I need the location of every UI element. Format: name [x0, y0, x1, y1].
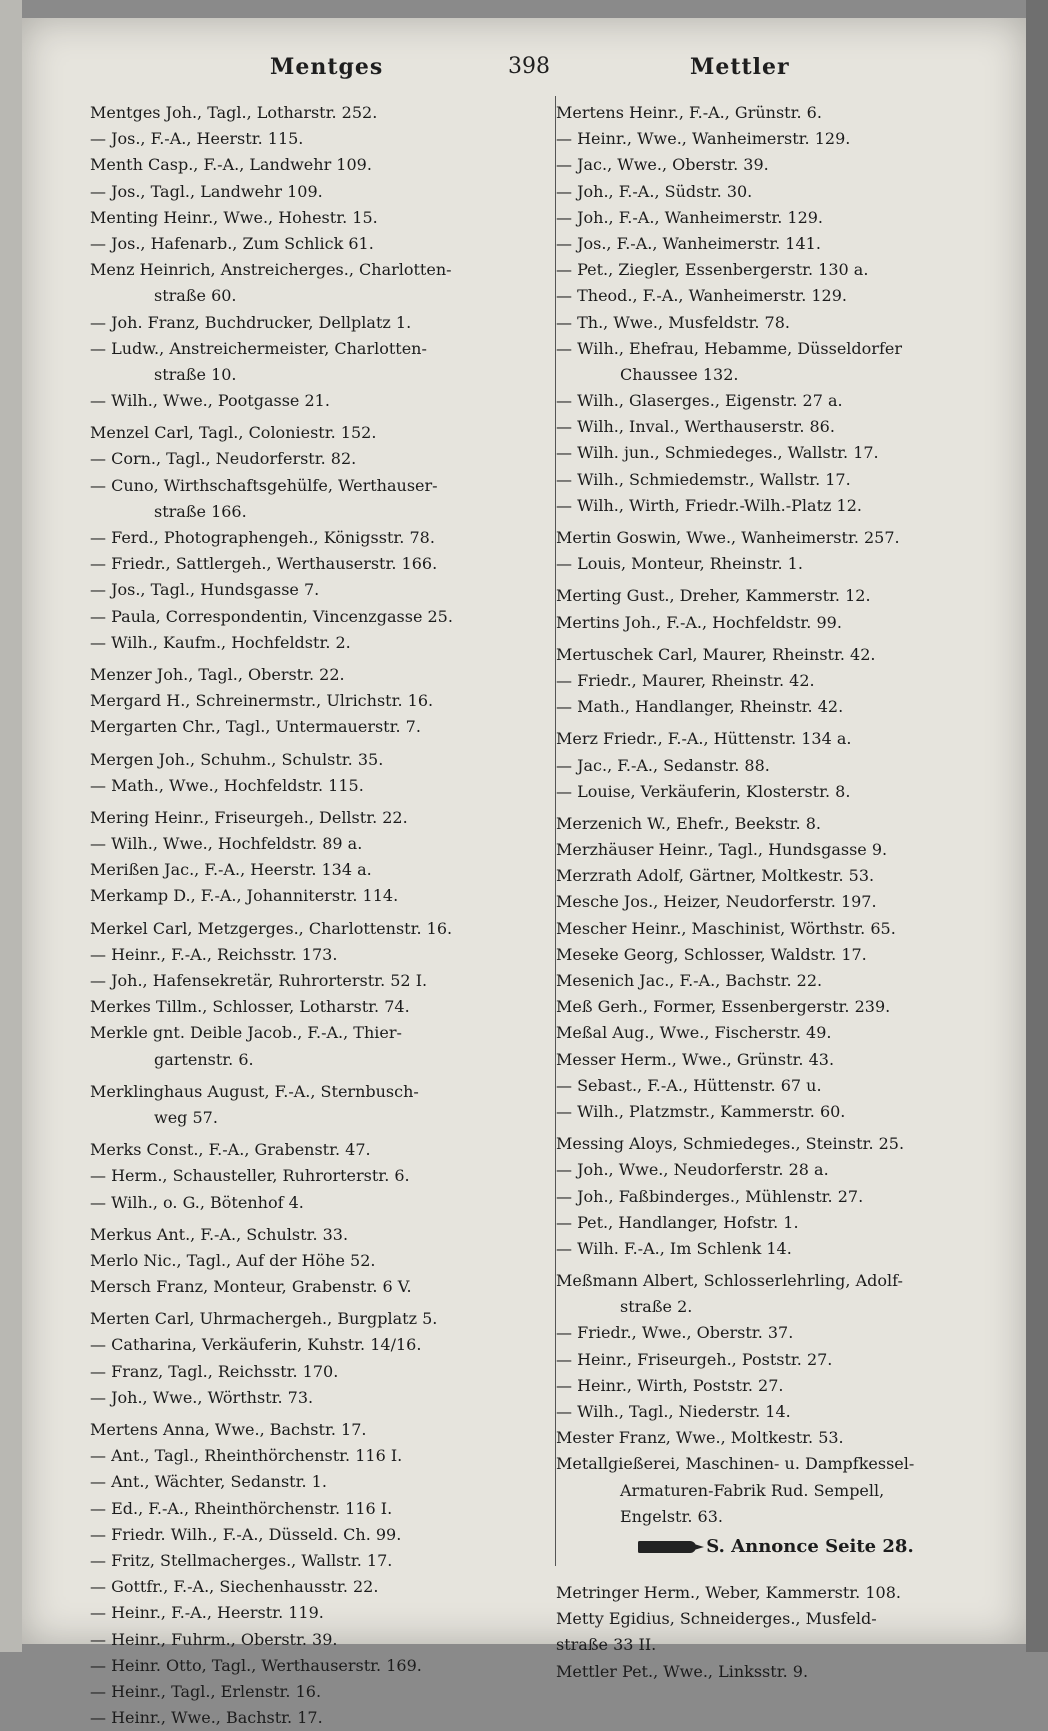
directory-entry: Merzhäuser Heinr., Tagl., Hundsgasse 9. [556, 840, 888, 860]
pointing-hand-icon [638, 1541, 696, 1553]
directory-entry: Mersch Franz, Monteur, Grabenstr. 6 V. [90, 1277, 412, 1297]
directory-entry: — Joh., F.-A., Wanheimerstr. 129. [556, 207, 824, 227]
directory-entry: Merten Carl, Uhrmachergeh., Burgplatz 5. [90, 1309, 438, 1329]
entry-continuation: Engelstr. 63. [620, 1506, 723, 1526]
directory-entry: — Jac., F.-A., Sedanstr. 88. [556, 755, 770, 775]
directory-entry: — Jos., Tagl., Landwehr 109. [90, 181, 323, 201]
entry-continuation: Armaturen-Fabrik Rud. Sempell, [620, 1480, 885, 1500]
directory-entry: — Ed., F.-A., Rheinthörchenstr. 116 I. [90, 1498, 393, 1518]
directory-entry: Messing Aloys, Schmiedeges., Steinstr. 25. [556, 1134, 905, 1154]
annonce-note [556, 1530, 996, 1574]
directory-entry: — Ferd., Photographengeh., Königsstr. 78. [90, 528, 435, 547]
directory-entry: Metringer Herm., Weber, Kammerstr. 108. [556, 1582, 901, 1602]
directory-entry: — Herm., Schausteller, Ruhrorterstr. 6. [90, 1166, 410, 1186]
directory-entry: — Joh., F.-A., Südstr. 30. [556, 181, 753, 201]
directory-entry: Menz Heinrich, Anstreicherges., Charlotten- [90, 260, 452, 280]
entry-continuation: Chaussee 132. [620, 364, 739, 384]
directory-entry: Merlo Nic., Tagl., Auf der Höhe 52. [90, 1250, 376, 1270]
directory-entry: — Ant., Wächter, Sedanstr. 1. [90, 1472, 327, 1492]
left-column [90, 100, 530, 1731]
directory-entry: — Heinr., F.-A., Heerstr. 119. [90, 1603, 324, 1623]
directory-entry: — Wilh., Wirth, Friedr.-Wilh.-Platz 12. [556, 495, 862, 515]
directory-entry: Mergard H., Schreinermstr., Ulrichstr. 16. [90, 691, 434, 711]
directory-entry: Mescher Heinr., Maschinist, Wörthstr. 65. [556, 918, 896, 938]
directory-entry: — Friedr., Maurer, Rheinstr. 42. [556, 670, 815, 690]
directory-entry: Mering Heinr., Friseurgeh., Dellstr. 22. [90, 807, 408, 827]
directory-entry: — Joh., Wwe., Neudorferstr. 28 a. [556, 1160, 829, 1180]
directory-entry: — Heinr., Wwe., Bachstr. 17. [90, 1708, 323, 1728]
directory-entry: — Wilh., Wwe., Hochfeldstr. 89 a. [90, 834, 363, 854]
annonce-text: S. Annonce Seite 28. [706, 1535, 914, 1557]
directory-entry: Merz Friedr., F.-A., Hüttenstr. 134 a. [556, 729, 852, 749]
page-number: 398 [508, 54, 550, 79]
entry-continuation: weg 57. [154, 1107, 218, 1127]
scan-edge-left [0, 0, 22, 1652]
directory-entry: Merzenich W., Ehefr., Beekstr. 8. [556, 813, 821, 833]
directory-entry: — Math., Wwe., Hochfeldstr. 115. [90, 775, 364, 795]
directory-entry: — Pet., Ziegler, Essenbergerstr. 130 a. [556, 260, 869, 280]
directory-entry: — Jos., Tagl., Hundsgasse 7. [90, 580, 320, 600]
directory-entry: — Heinr., F.-A., Reichsstr. 173. [90, 944, 338, 964]
directory-entry: — Joh., Wwe., Wörthstr. 73. [90, 1387, 314, 1407]
directory-entry: — Heinr., Wirth, Poststr. 27. [556, 1375, 784, 1395]
directory-entry: — Th., Wwe., Musfeldstr. 78. [556, 312, 790, 332]
entry-continuation: straße 10. [154, 364, 237, 384]
directory-entry: Metallgießerei, Maschinen- u. Dampfkessel- [556, 1454, 915, 1474]
directory-entry: — Louise, Verkäuferin, Klosterstr. 8. [556, 781, 851, 801]
directory-entry: — Joh., Faßbinderges., Mühlenstr. 27. [556, 1186, 864, 1206]
directory-entry: Mesenich Jac., F.-A., Bachstr. 22. [556, 971, 823, 990]
directory-entry: Mergarten Chr., Tagl., Untermauerstr. 7. [90, 717, 421, 737]
directory-entry: Merkamp D., F.-A., Johanniterstr. 114. [90, 886, 399, 906]
directory-entry: Merks Const., F.-A., Grabenstr. 47. [90, 1140, 371, 1160]
directory-entry: — Heinr., Wwe., Wanheimerstr. 129. [556, 129, 851, 149]
directory-entry: — Ludw., Anstreichermeister, Charlotten- [90, 338, 427, 358]
directory-entry: Mertuschek Carl, Maurer, Rheinstr. 42. [556, 644, 876, 664]
directory-entry: Merißen Jac., F.-A., Heerstr. 134 a. [90, 860, 372, 880]
directory-entry: — Gottfr., F.-A., Siechenhausstr. 22. [90, 1577, 379, 1597]
directory-entry: — Wilh., Inval., Werthauserstr. 86. [556, 417, 835, 437]
directory-entry: Mertens Anna, Wwe., Bachstr. 17. [90, 1420, 367, 1439]
directory-entry: — Corn., Tagl., Neudorferstr. 82. [90, 449, 357, 469]
directory-entry: Meß Gerh., Former, Essenbergerstr. 239. [556, 997, 891, 1017]
directory-entry: — Wilh., Schmiedemstr., Wallstr. 17. [556, 469, 851, 489]
directory-entry: Meßmann Albert, Schlosserlehrling, Adolf- [556, 1271, 903, 1291]
directory-entry: Messer Herm., Wwe., Grünstr. 43. [556, 1049, 835, 1069]
directory-entry: Meseke Georg, Schlosser, Waldstr. 17. [556, 944, 867, 964]
directory-entry: Mertins Joh., F.-A., Hochfeldstr. 99. [556, 612, 842, 632]
scan-edge-right [1026, 0, 1048, 1652]
directory-entry: — Wilh., Tagl., Niederstr. 14. [556, 1402, 791, 1421]
directory-entry: — Sebast., F.-A., Hüttenstr. 67 u. [556, 1075, 822, 1095]
directory-entry: — Math., Handlanger, Rheinstr. 42. [556, 697, 844, 717]
directory-entry: Menth Casp., F.-A., Landwehr 109. [90, 155, 372, 175]
directory-entry: Mertin Goswin, Wwe., Wanheimerstr. 257. [556, 528, 900, 547]
directory-entry: — Heinr., Tagl., Erlenstr. 16. [90, 1681, 322, 1701]
directory-entry: Merkle gnt. Deible Jacob., F.-A., Thier- [90, 1023, 402, 1043]
directory-entry: Mentges Joh., Tagl., Lotharstr. 252. [90, 103, 378, 122]
directory-entry: — Wilh., Kaufm., Hochfeldstr. 2. [90, 632, 351, 652]
directory-entry: — Paula, Correspondentin, Vincenzgasse 25. [90, 606, 453, 626]
directory-entry: — Wilh., Wwe., Pootgasse 21. [90, 391, 330, 411]
directory-entry: — Jos., Hafenarb., Zum Schlick 61. [90, 233, 374, 253]
directory-entry: — Friedr. Wilh., F.-A., Düsseld. Ch. 99. [90, 1524, 402, 1544]
directory-entry: Menting Heinr., Wwe., Hohestr. 15. [90, 207, 378, 227]
directory-entry: — Joh., Hafensekretär, Ruhrorterstr. 52 I. [90, 971, 428, 990]
directory-entry: — Heinr., Friseurgeh., Poststr. 27. [556, 1349, 833, 1369]
directory-entry: — Heinr., Fuhrm., Oberstr. 39. [90, 1629, 338, 1649]
directory-entry: — Jac., Wwe., Oberstr. 39. [556, 155, 769, 175]
directory-entry: Merkus Ant., F.-A., Schulstr. 33. [90, 1224, 349, 1244]
directory-entry: — Joh. Franz, Buchdrucker, Dellplatz 1. [90, 312, 412, 332]
directory-entry: Merting Gust., Dreher, Kammerstr. 12. [556, 586, 871, 606]
directory-entry: — Wilh., o. G., Bötenhof 4. [90, 1192, 304, 1212]
directory-entry: Menzer Joh., Tagl., Oberstr. 22. [90, 664, 345, 684]
directory-entry: — Wilh. F.-A., Im Schlenk 14. [556, 1238, 792, 1258]
directory-entry: — Franz, Tagl., Reichsstr. 170. [90, 1361, 339, 1381]
directory-entry: — Catharina, Verkäuferin, Kuhstr. 14/16. [90, 1335, 422, 1355]
entry-continuation: straße 2. [620, 1297, 693, 1317]
directory-entry: Merkes Tillm., Schlosser, Lotharstr. 74. [90, 997, 410, 1017]
directory-entry: Meßal Aug., Wwe., Fischerstr. 49. [556, 1023, 832, 1043]
directory-entry: — Pet., Handlanger, Hofstr. 1. [556, 1212, 799, 1232]
directory-entry: — Ant., Tagl., Rheinthörchenstr. 116 I. [90, 1446, 403, 1466]
entry-continuation: straße 60. [154, 286, 237, 306]
directory-entry: Merzrath Adolf, Gärtner, Moltkestr. 53. [556, 866, 875, 886]
directory-entry: — Cuno, Wirthschaftsgehülfe, Werthauser- [90, 475, 438, 495]
entry-continuation: straße 166. [154, 501, 247, 521]
right-column [556, 100, 996, 1685]
directory-entry: — Wilh., Glaserges., Eigenstr. 27 a. [556, 391, 843, 411]
directory-entry: straße 33 II. [556, 1635, 657, 1655]
directory-entry: — Jos., F.-A., Heerstr. 115. [90, 129, 304, 149]
directory-entry: — Wilh., Platzmstr., Kammerstr. 60. [556, 1101, 846, 1121]
directory-entry: — Jos., F.-A., Wanheimerstr. 141. [556, 233, 821, 253]
directory-entry: — Theod., F.-A., Wanheimerstr. 129. [556, 286, 847, 306]
directory-entry: — Louis, Monteur, Rheinstr. 1. [556, 554, 803, 574]
directory-entry: Mettler Pet., Wwe., Linksstr. 9. [556, 1661, 809, 1681]
directory-entry: — Fritz, Stellmacherges., Wallstr. 17. [90, 1550, 393, 1570]
header-right-keyword: Mettler [690, 54, 790, 80]
directory-entry: — Friedr., Sattlergeh., Werthauserstr. 166. [90, 554, 438, 574]
directory-entry: — Friedr., Wwe., Oberstr. 37. [556, 1323, 794, 1343]
directory-entry: Merkel Carl, Metzgerges., Charlottenstr. 16. [90, 918, 453, 938]
page-header [70, 50, 950, 86]
directory-entry: — Wilh. jun., Schmiedeges., Wallstr. 17. [556, 443, 879, 463]
directory-entry: Mesche Jos., Heizer, Neudorferstr. 197. [556, 892, 877, 912]
directory-entry: Mester Franz, Wwe., Moltkestr. 53. [556, 1428, 844, 1448]
directory-entry: Mertens Heinr., F.-A., Grünstr. 6. [556, 103, 822, 122]
header-left-keyword: Mentges [270, 54, 384, 80]
directory-entry: — Heinr. Otto, Tagl., Werthauserstr. 169. [90, 1655, 422, 1675]
directory-entry: Metty Egidius, Schneiderges., Musfeld- [556, 1609, 877, 1629]
directory-entry: — Wilh., Ehefrau, Hebamme, Düsseldorfer [556, 338, 902, 358]
entry-continuation: gartenstr. 6. [154, 1049, 254, 1069]
directory-entry: Menzel Carl, Tagl., Coloniestr. 152. [90, 423, 377, 443]
directory-entry: Merklinghaus August, F.-A., Sternbusch- [90, 1081, 419, 1101]
directory-entry: Mergen Joh., Schuhm., Schulstr. 35. [90, 749, 384, 769]
